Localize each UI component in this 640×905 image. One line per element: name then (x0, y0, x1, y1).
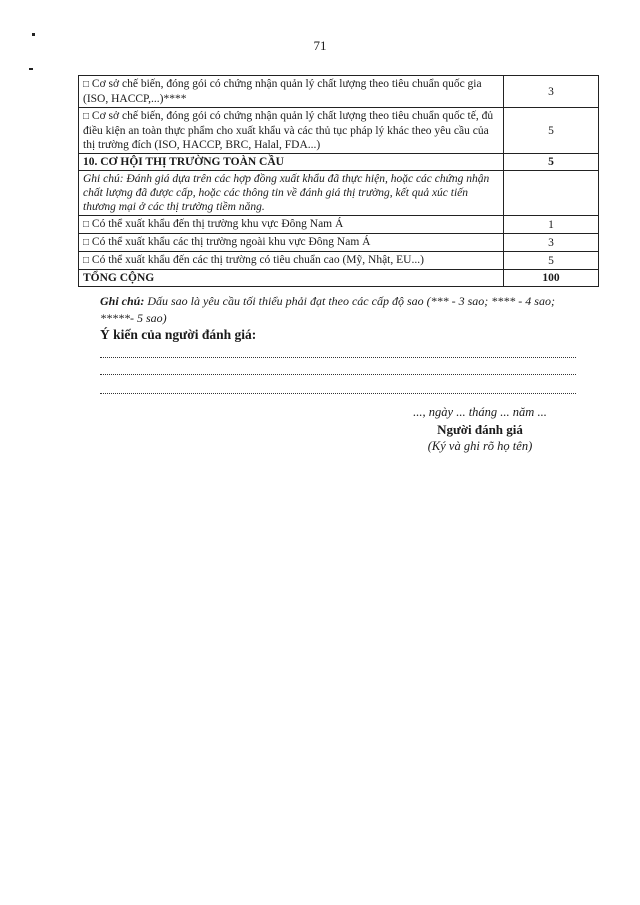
table-row (79, 108, 599, 154)
opinion-line (100, 374, 576, 375)
note-row (79, 171, 599, 216)
table-row (79, 76, 599, 108)
footnote (100, 293, 590, 327)
evaluator-title: Người đánh giá (437, 422, 523, 437)
criterion-cell (79, 108, 504, 154)
total-label: TỔNG CỘNG (79, 270, 504, 287)
criterion-text: Có thể xuất khẩu đến các thị trường có tiêu chuẩn cao (Mỹ, Nhật, EU...) (91, 254, 424, 266)
checkbox-icon: □ (83, 219, 90, 230)
table-row (79, 252, 599, 270)
footnote-label: Ghi chú: (100, 294, 145, 308)
score-cell: 3 (504, 76, 599, 108)
checkbox-icon: □ (83, 111, 90, 122)
criterion-cell (79, 216, 504, 234)
opinion-title: Ý kiến của người đánh giá: (100, 327, 257, 342)
criterion-text: Có thể xuất khẩu đến thị trường khu vực Đông Nam Á (91, 218, 344, 230)
opinion-line (100, 357, 576, 358)
score-cell: 5 (504, 154, 599, 171)
signature-instruction: (Ký và ghi rõ họ tên) (427, 439, 533, 453)
table-row (79, 234, 599, 252)
criterion-text: Cơ sở chế biến, đóng gói có chứng nhận quản lý chất lượng theo tiêu chuẩn quốc tế, đủ điều kiện an toàn thực phẩm cho xuất khẩu và các thủ tục pháp lý khác theo yêu cầu của thị trường đích (ISO, HACCP, BRC, Halal, FDA...) (83, 110, 494, 151)
checkbox-icon: □ (83, 79, 90, 90)
section-heading-row (79, 154, 599, 171)
score-cell: 5 (504, 108, 599, 154)
table-row (79, 216, 599, 234)
section-note: Ghi chú: Đánh giá dựa trên các hợp đồng xuất khẩu đã thực hiện, hoặc các chứng nhận chất lượng đã được cấp, hoặc các thông tin về đánh giá thị trường, kết quả xúc tiến thương mại ở các thị trường tiềm năng. (79, 171, 504, 216)
score-cell (504, 171, 599, 216)
opinion-line (100, 393, 576, 394)
criterion-text: Cơ sở chế biến, đóng gói có chứng nhận quản lý chất lượng theo tiêu chuẩn quốc gia (ISO, HACCP,...)**** (83, 78, 482, 105)
checkbox-icon: □ (83, 237, 90, 248)
checkbox-icon: □ (83, 255, 90, 266)
criterion-text: Có thể xuất khẩu các thị trường ngoài khu vực Đông Nam Á (91, 236, 371, 248)
score-cell: 3 (504, 234, 599, 252)
score-cell: 1 (504, 216, 599, 234)
scan-speck (32, 33, 35, 36)
criteria-table (78, 75, 599, 287)
total-row (79, 270, 599, 287)
score-cell: 5 (504, 252, 599, 270)
page-number: 71 (313, 38, 327, 53)
section-heading: 10. CƠ HỘI THỊ TRƯỜNG TOÀN CẦU (79, 154, 504, 171)
criterion-cell (79, 252, 504, 270)
scan-speck (29, 68, 33, 70)
total-score: 100 (504, 270, 599, 287)
footnote-text: Dấu sao là yêu cầu tối thiểu phải đạt theo các cấp độ sao (*** - 3 sao; **** - 4 sao; *****- 5 sao) (100, 294, 555, 325)
criterion-cell (79, 234, 504, 252)
date-line: ..., ngày ... tháng ... năm ... (413, 405, 547, 419)
criterion-cell (79, 76, 504, 108)
